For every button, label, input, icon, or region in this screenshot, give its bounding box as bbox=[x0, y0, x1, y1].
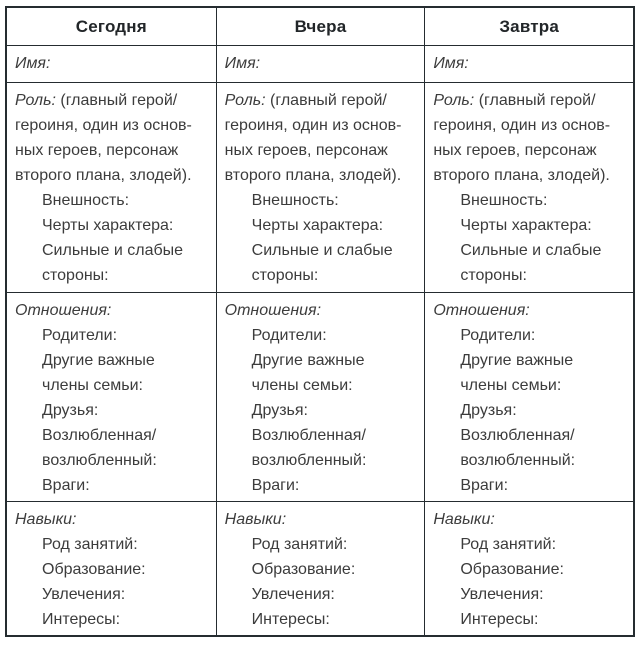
header-row bbox=[7, 8, 633, 45]
field-sub-label: Родители: bbox=[251, 327, 327, 344]
field-label: ных героев, персонаж bbox=[433, 142, 597, 159]
field-label: героиня, один из основ- bbox=[433, 117, 611, 134]
field-label: Навыки: bbox=[433, 511, 495, 528]
field-sub-label: возлюбленный: bbox=[251, 452, 367, 469]
field-label-text: (главный герой/ bbox=[265, 92, 387, 109]
field-sub-label: возлюбленный: bbox=[42, 452, 157, 469]
field-sub-label: Друзья: bbox=[460, 402, 517, 419]
field-sub-label: стороны: bbox=[460, 267, 527, 284]
character-profile-table bbox=[5, 6, 635, 637]
skills-cell-tomorrow bbox=[424, 502, 633, 635]
section-row-skills bbox=[7, 501, 633, 635]
field-sub-label: Сильные и слабые bbox=[460, 242, 602, 259]
field-sub-label: Образование: bbox=[460, 561, 564, 578]
skills-cell-today bbox=[7, 502, 216, 635]
field-sub-label: возлюбленный: bbox=[460, 452, 576, 469]
field-sub-label: Внешность: bbox=[251, 192, 339, 209]
field-sub-label: Увлечения: bbox=[251, 586, 335, 603]
field-label-emphasis: Роль: bbox=[433, 92, 475, 109]
field-sub-label: Образование: bbox=[251, 561, 356, 578]
field-label: второго плана, злодей). bbox=[224, 167, 402, 184]
field-sub-label: Другие важные bbox=[42, 352, 155, 369]
field-label: Отношения: bbox=[433, 302, 530, 319]
field-sub-label: Враги: bbox=[460, 477, 509, 494]
field-sub-label: члены семьи: bbox=[460, 377, 562, 394]
field-label: Отношения: bbox=[15, 302, 112, 319]
field-label: героиня, один из основ- bbox=[224, 117, 402, 134]
field-sub-label: Родители: bbox=[42, 327, 118, 344]
skills-cell-yesterday bbox=[216, 502, 425, 635]
field-sub-label: члены семьи: bbox=[251, 377, 353, 394]
field-sub-label: Интересы: bbox=[251, 611, 330, 628]
field-sub-label: Возлюбленная/ bbox=[42, 427, 157, 444]
field-sub-label: Черты характера: bbox=[251, 217, 384, 234]
field-sub-label: Другие важные bbox=[460, 352, 574, 369]
section-row-name bbox=[7, 45, 633, 82]
field-label: второго плана, злодей). bbox=[433, 167, 610, 184]
field-sub-label: Увлечения: bbox=[42, 586, 126, 603]
field-label: Отношения: bbox=[224, 302, 322, 319]
field-sub-label: Враги: bbox=[42, 477, 90, 494]
name-cell-today bbox=[7, 46, 216, 82]
field-sub-label: Внешность: bbox=[42, 192, 130, 209]
role-cell-yesterday bbox=[216, 83, 425, 292]
field-label-text: (главный герой/ bbox=[474, 92, 596, 109]
field-label: Имя: bbox=[224, 55, 261, 72]
field-sub-label: Род занятий: bbox=[251, 536, 348, 553]
column-header-yesterday: Вчера bbox=[216, 8, 425, 45]
field-label: второго плана, злодей). bbox=[15, 167, 192, 184]
field-sub-label: Внешность: bbox=[460, 192, 548, 209]
column-header-tomorrow: Завтра bbox=[424, 8, 633, 45]
field-label bbox=[433, 88, 628, 113]
field-sub-label: члены семьи: bbox=[42, 377, 143, 394]
name-cell-yesterday bbox=[216, 46, 425, 82]
section-row-role bbox=[7, 82, 633, 292]
field-label: Навыки: bbox=[224, 511, 287, 528]
field-label bbox=[15, 88, 211, 113]
field-label: ных героев, персонаж bbox=[15, 142, 179, 159]
field-sub-label: Друзья: bbox=[251, 402, 308, 419]
relationships-cell-tomorrow bbox=[424, 293, 633, 501]
column-header-today: Сегодня bbox=[75, 16, 147, 36]
field-sub-label: Сильные и слабые bbox=[42, 242, 184, 259]
field-label: Имя: bbox=[15, 55, 51, 72]
relationships-cell-yesterday bbox=[216, 293, 425, 501]
field-label-text: (главный герой/ bbox=[55, 92, 178, 109]
field-sub-label: Род занятий: bbox=[460, 536, 557, 553]
field-sub-label: Возлюбленная/ bbox=[251, 427, 366, 444]
field-sub-label: Образование: bbox=[42, 561, 146, 578]
field-label: Имя: bbox=[433, 55, 469, 72]
section-row-relationships bbox=[7, 292, 633, 501]
field-sub-label: Интересы: bbox=[42, 611, 121, 628]
field-sub-label: Увлечения: bbox=[460, 586, 544, 603]
field-sub-label: Интересы: bbox=[460, 611, 539, 628]
field-label-emphasis: Роль: bbox=[224, 92, 266, 109]
field-sub-label: Сильные и слабые bbox=[251, 242, 393, 259]
field-sub-label: Враги: bbox=[251, 477, 300, 494]
role-cell-tomorrow bbox=[424, 83, 633, 292]
field-sub-label: Черты характера: bbox=[460, 217, 592, 234]
field-sub-label: Возлюбленная/ bbox=[460, 427, 575, 444]
field-sub-label: Друзья: bbox=[42, 402, 99, 419]
field-sub-label: Родители: bbox=[460, 327, 536, 344]
field-sub-label: Род занятий: bbox=[42, 536, 138, 553]
name-cell-tomorrow bbox=[424, 46, 633, 82]
field-label: Навыки: bbox=[15, 511, 77, 528]
field-label-emphasis: Роль: bbox=[15, 92, 56, 109]
field-label bbox=[225, 88, 420, 113]
field-sub-label: Другие важные bbox=[251, 352, 365, 369]
field-label: ных героев, персонаж bbox=[224, 142, 388, 159]
role-cell-today bbox=[7, 83, 216, 292]
field-sub-label: стороны: bbox=[251, 267, 319, 284]
field-sub-label: Черты характера: bbox=[42, 217, 174, 234]
relationships-cell-today bbox=[7, 293, 216, 501]
field-label: героиня, один из основ- bbox=[15, 117, 192, 134]
field-sub-label: стороны: bbox=[42, 267, 109, 284]
